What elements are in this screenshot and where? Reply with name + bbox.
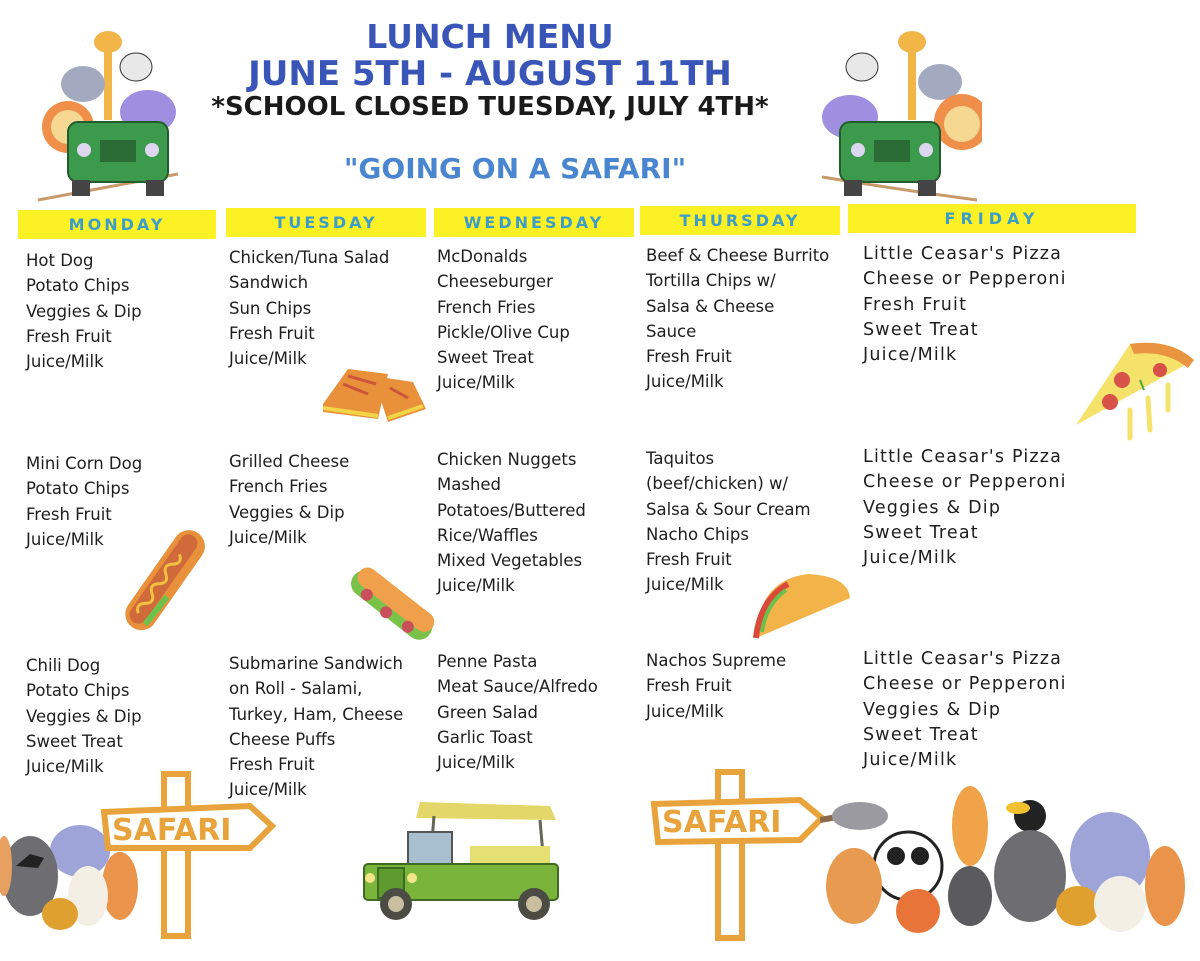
menu-item: Sun Chips bbox=[229, 298, 312, 318]
menu-item: Green Salad bbox=[437, 702, 538, 722]
grilled-cheese-icon bbox=[318, 364, 428, 426]
menu-item: Potato Chips bbox=[26, 681, 130, 701]
menu-item: Sweet Treat bbox=[863, 724, 979, 745]
menu-item: (beef/chicken) w/ bbox=[646, 474, 789, 494]
menu-item: Fresh Fruit bbox=[229, 755, 315, 775]
menu-item: Sandwich bbox=[229, 273, 309, 293]
menu-cell-week1-tuesday bbox=[229, 245, 389, 371]
jeep-animals-illustration-left bbox=[28, 22, 198, 207]
safari-jeep-illustration bbox=[360, 796, 560, 922]
day-header-wednesday: WEDNESDAY bbox=[434, 208, 634, 237]
menu-item: Mini Corn Dog bbox=[26, 454, 143, 473]
jeep-animals-illustration-right bbox=[812, 22, 982, 207]
menu-item: Juice/Milk bbox=[646, 372, 724, 392]
menu-item: Cheese or Pepperoni bbox=[863, 269, 1067, 290]
menu-item: Fresh Fruit bbox=[863, 294, 968, 315]
menu-item: Hot Dog bbox=[26, 251, 94, 270]
menu-item: French Fries bbox=[437, 297, 536, 317]
safari-sign-right-text: SAFARI bbox=[662, 805, 782, 840]
safari-sign-left-text: SAFARI bbox=[112, 813, 232, 848]
menu-item: Juice/Milk bbox=[26, 757, 104, 777]
day-header-tuesday: TUESDAY bbox=[226, 208, 426, 237]
taco-icon bbox=[748, 570, 852, 642]
menu-item: Juice/Milk bbox=[646, 575, 724, 595]
menu-item: Juice/Milk bbox=[229, 349, 307, 369]
pizza-slice-icon bbox=[1070, 330, 1198, 442]
menu-item: Juice/Milk bbox=[26, 352, 104, 372]
menu-item: Beef & Cheese Burrito bbox=[646, 246, 830, 265]
safari-sign-left bbox=[100, 770, 278, 940]
sub-sandwich-icon bbox=[345, 564, 437, 648]
menu-item: Sweet Treat bbox=[437, 348, 534, 368]
menu-item: Juice/Milk bbox=[863, 548, 958, 569]
menu-item: Salsa & Cheese bbox=[646, 296, 775, 316]
menu-item: Little Ceasar's Pizza bbox=[863, 244, 1063, 264]
menu-item: Fresh Fruit bbox=[646, 676, 732, 696]
menu-item: Juice/Milk bbox=[646, 701, 724, 721]
menu-item: Juice/Milk bbox=[229, 527, 307, 547]
menu-cell-week3-thursday bbox=[646, 648, 786, 724]
menu-cell-week2-tuesday bbox=[229, 449, 349, 550]
menu-item: Mashed bbox=[437, 475, 502, 495]
menu-item: Juice/Milk bbox=[26, 529, 104, 549]
date-range: JUNE 5TH - AUGUST 11TH bbox=[248, 54, 732, 94]
menu-item: French Fries bbox=[229, 477, 328, 497]
menu-cell-week1-monday bbox=[26, 248, 142, 374]
menu-item: Fresh Fruit bbox=[646, 347, 732, 367]
menu-item: Potatoes/Buttered bbox=[437, 500, 586, 520]
menu-item: Veggies & Dip bbox=[863, 699, 1002, 720]
menu-item: Cheese Puffs bbox=[229, 729, 336, 749]
closure-notice: *SCHOOL CLOSED TUESDAY, JULY 4TH* bbox=[211, 92, 769, 122]
menu-item: Mixed Vegetables bbox=[437, 551, 583, 571]
menu-item: on Roll - Salami, bbox=[229, 679, 363, 699]
menu-item: Nacho Chips bbox=[646, 524, 749, 544]
menu-item: Turkey, Ham, Cheese bbox=[229, 704, 404, 724]
menu-item: Sweet Treat bbox=[26, 731, 123, 751]
menu-item: McDonalds bbox=[437, 247, 528, 266]
menu-item: Fresh Fruit bbox=[229, 323, 315, 343]
menu-item: Meat Sauce/Alfredo bbox=[437, 677, 598, 697]
menu-item: Juice/Milk bbox=[437, 373, 515, 393]
menu-item: Chicken/Tuna Salad bbox=[229, 248, 390, 267]
menu-item: Veggies & Dip bbox=[229, 502, 345, 522]
menu-cell-week3-friday bbox=[863, 647, 1067, 773]
menu-item: Cheeseburger bbox=[437, 272, 553, 292]
hot-dog-icon bbox=[112, 520, 216, 640]
menu-item: Tortilla Chips w/ bbox=[646, 271, 776, 291]
day-header-thursday: THURSDAY bbox=[640, 206, 840, 235]
menu-item: Little Ceasar's Pizza bbox=[863, 447, 1063, 467]
menu-item: Salsa & Sour Cream bbox=[646, 499, 811, 519]
menu-item: Potato Chips bbox=[26, 479, 130, 499]
menu-item: Sweet Treat bbox=[863, 522, 979, 543]
page-title: LUNCH MENU bbox=[366, 17, 614, 56]
menu-item: Veggies & Dip bbox=[26, 301, 142, 321]
menu-cell-week2-wednesday bbox=[437, 447, 586, 599]
day-header-friday: FRIDAY bbox=[848, 204, 1136, 233]
menu-item: Taquitos bbox=[646, 449, 715, 468]
menu-item: Grilled Cheese bbox=[229, 452, 350, 471]
safari-sign-right bbox=[650, 766, 828, 942]
menu-item: Fresh Fruit bbox=[26, 326, 112, 346]
menu-cell-week3-monday bbox=[26, 653, 142, 779]
menu-item: Fresh Fruit bbox=[26, 504, 112, 524]
menu-item: Little Ceasar's Pizza bbox=[863, 649, 1063, 669]
day-header-monday: MONDAY bbox=[18, 210, 216, 239]
menu-cell-week1-thursday bbox=[646, 243, 829, 395]
menu-item: Submarine Sandwich bbox=[229, 654, 403, 673]
menu-item: Potato Chips bbox=[26, 276, 130, 296]
menu-item: Rice/Waffles bbox=[437, 525, 538, 545]
menu-item: Chicken Nuggets bbox=[437, 450, 577, 469]
menu-item: Nachos Supreme bbox=[646, 651, 787, 670]
menu-item: Chili Dog bbox=[26, 656, 101, 675]
menu-cell-week2-friday bbox=[863, 445, 1067, 571]
menu-item: Juice/Milk bbox=[229, 780, 307, 800]
animal-group-right-illustration bbox=[820, 786, 1190, 936]
menu-item: Cheese or Pepperoni bbox=[863, 674, 1067, 695]
menu-item: Pickle/Olive Cup bbox=[437, 322, 570, 342]
menu-item: Fresh Fruit bbox=[646, 550, 732, 570]
menu-item: Garlic Toast bbox=[437, 727, 533, 747]
menu-cell-week1-friday bbox=[863, 242, 1067, 368]
menu-item: Juice/Milk bbox=[437, 576, 515, 596]
menu-cell-week3-wednesday bbox=[437, 649, 598, 775]
menu-item: Penne Pasta bbox=[437, 652, 538, 671]
menu-item: Sauce bbox=[646, 321, 697, 341]
menu-item: Cheese or Pepperoni bbox=[863, 472, 1067, 493]
menu-item: Juice/Milk bbox=[863, 750, 958, 771]
menu-item: Sweet Treat bbox=[863, 319, 979, 340]
theme-subtitle: "GOING ON A SAFARI" bbox=[343, 152, 687, 185]
menu-item: Juice/Milk bbox=[863, 345, 958, 366]
menu-item: Veggies & Dip bbox=[26, 706, 142, 726]
menu-item: Juice/Milk bbox=[437, 753, 515, 773]
menu-cell-week1-wednesday bbox=[437, 244, 570, 396]
menu-header bbox=[170, 18, 810, 122]
menu-item: Veggies & Dip bbox=[863, 497, 1002, 518]
